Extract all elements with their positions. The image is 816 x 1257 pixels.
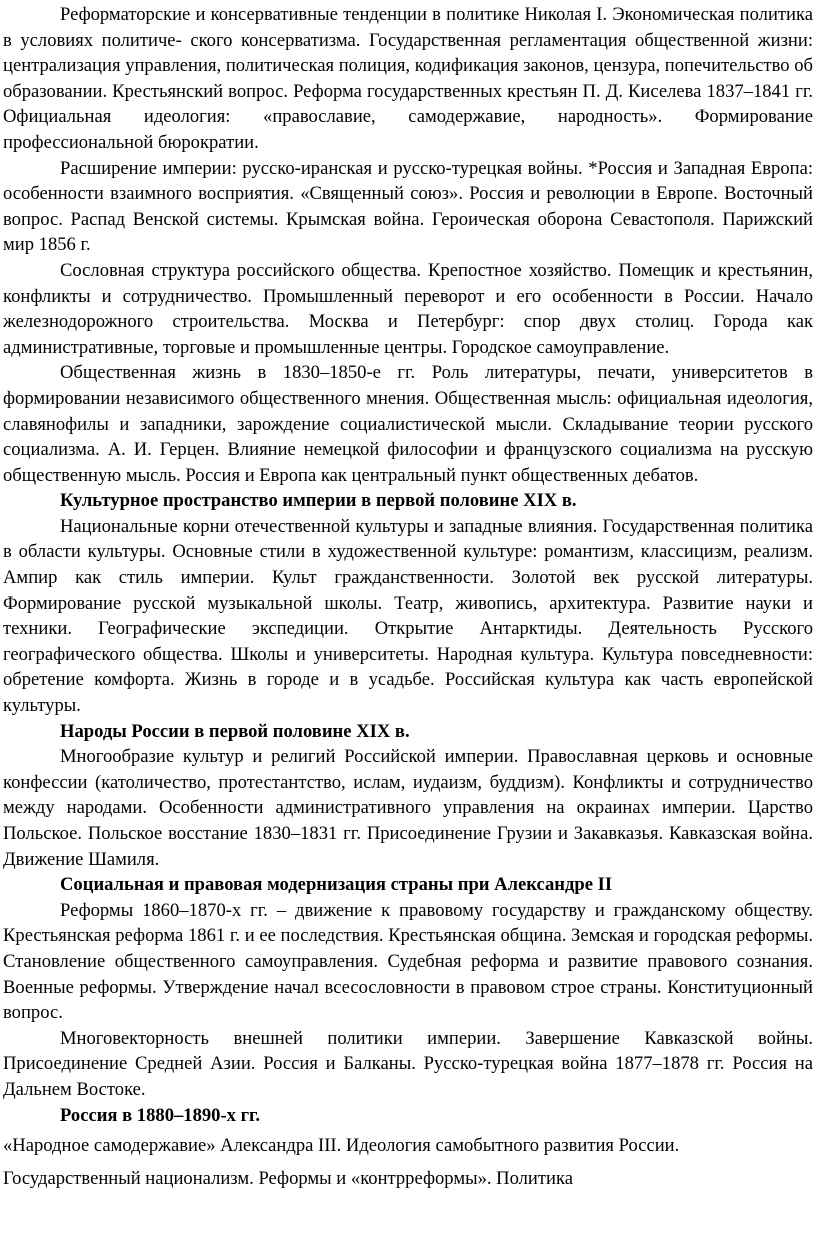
paragraph-reforms: Реформы 1860–1870-х гг. – движение к правовому государству и гражданскому обществу. Крестьянская реформа 1861 г. и ее последствия. Крестьянская община. Земская и городская реформы. Становление общественного самоуправления. Судебная реформа и развитие правового сознания. Военные реформы. Утверждение начал всесословности в правовом строе страны. Конституционный вопрос.: [3, 899, 813, 1024]
paragraph-peoples: Многообразие культур и религий Российской империи. Православная церковь и основные конфессии (католичество, протестантство, ислам, иудаизм, буддизм). Конфликты и сотрудничество между народами. Особенности административного управления на окраинах империи. Царство Польское. Польское восстание 1830–1831 гг. Присоединение Грузии и Закавказья. Кавказская война. Движение Шамиля.: [3, 746, 813, 870]
paragraph-empire-expansion: Расширение империи: русско-иранская и русско-турецкая войны. *Россия и Западная Европа: особенности взаимного восприятия. «Священный союз». Россия и революции в Европе. Восточный вопрос. Распад Венской системы. Крымская война. Героическая оборона Севастополя. Парижский мир 1856 г.: [3, 157, 813, 256]
paragraph-culture: Национальные корни отечественной культуры и западные влияния. Государственная политика в области культуры. Основные стили в художественной культуре: романтизм, классицизм, реализм. Ампир как стиль империи. Культ гражданственности. Золотой век русской литературы. Формирование русской музыкальной школы. Театр, живопись, архитектура. Развитие науки и техники. Географические экспедиции. Открытие Антарктиды. Деятельность Русского географического общества. Школы и университеты. Народная культура. Культура повседневности: обретение комфорта. Жизнь в городе и в усадьбе. Российская культура как часть европейской культуры.: [3, 515, 813, 717]
paragraph-social-structure: Сословная структура российского общества. Крепостное хозяйство. Помещик и крестьянин, конфликты и сотрудничество. Промышленный переворот и его особенности в России. Начало железнодорожного строительства. Москва и Петербург: спор двух столиц. Города как административные, торговые и промышленные центры. Городское самоуправление.: [3, 259, 813, 358]
text-line-popular-autocracy: «Народное самодержавие» Александра III. Идеология самобытного развития России.: [3, 1135, 680, 1157]
heading-peoples-of-russia: Народы России в первой половине XIX в.: [60, 720, 410, 742]
heading-modernization-alexander-ii: Социальная и правовая модернизация страны при Александре II: [60, 874, 613, 896]
heading-cultural-space: Культурное пространство империи в первой половине XIX в.: [60, 490, 577, 512]
paragraph-nicholas-policy: Реформаторские и консервативные тенденции в политике Николая I. Экономическая политика в условиях политиче- ского консерватизма. Государственная регламентация общественной жизни: централизация управления, политическая полиция, кодификация законов, цензура, попечительство об образовании. Крестьянский вопрос. Реформа государственных крестьян П. Д. Киселева 1837–1841 гг. Официальная идеология: «православие, самодержавие, народность». Формирование профессиональной бюрократии.: [3, 4, 813, 153]
heading-russia-1880-1890: Россия в 1880–1890-х гг.: [60, 1104, 261, 1126]
text-line-state-nationalism: Государственный национализм. Реформы и «контрреформы». Политика: [3, 1167, 573, 1189]
paragraph-foreign-policy: Многовекторность внешней политики империи. Завершение Кавказской войны. Присоединение Средней Азии. Россия и Балканы. Русско-турецкая война 1877–1878 гг. Россия на Дальнем Востоке.: [3, 1027, 813, 1100]
paragraph-public-life: Общественная жизнь в 1830–1850-е гг. Роль литературы, печати, университетов в формировании независимого общественного мнения. Общественная мысль: официальная идеология, славянофилы и западники, зарождение социалистической мысли. Складывание теории русского социализма. А. И. Герцен. Влияние немецкой философии и французского социализма на русскую общественную мысль. Россия и Европа как центральный пункт общественных дебатов.: [3, 362, 813, 486]
